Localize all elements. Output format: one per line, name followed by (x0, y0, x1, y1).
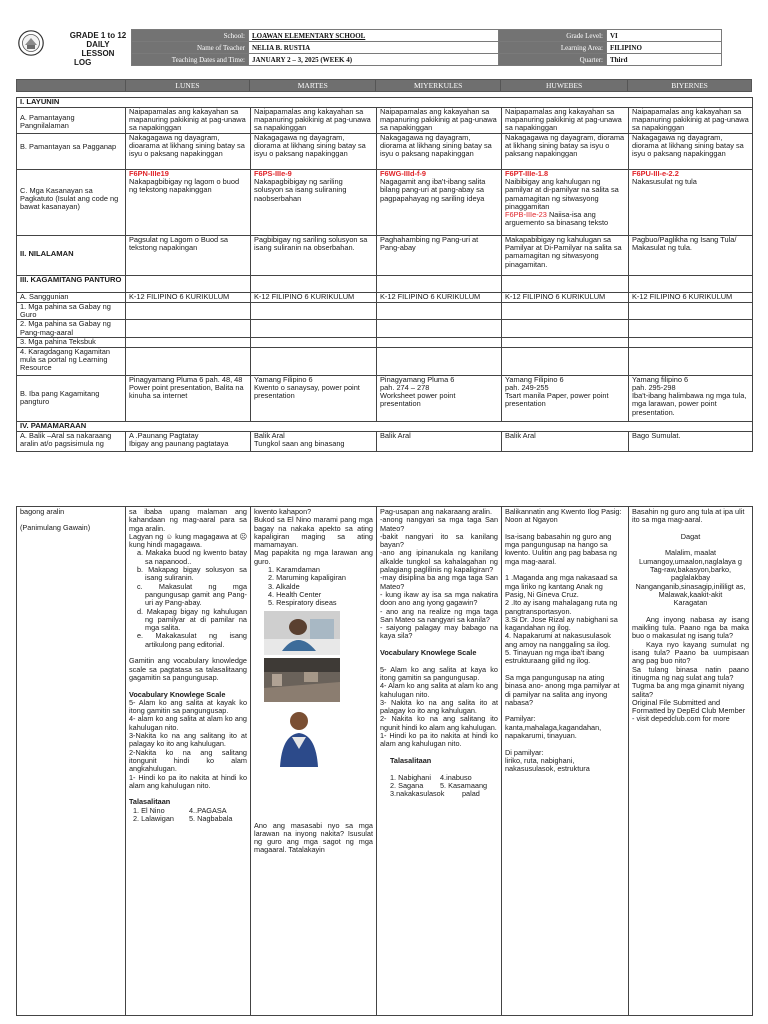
empty-cell (629, 337, 753, 347)
grade-title-line: LOG (74, 58, 92, 67)
row-label-bagong-aralin (17, 507, 126, 1016)
empty-cell (126, 337, 251, 347)
empty-cell (126, 320, 251, 337)
kagamitan-cell: Pinagyamang Pluma 6 pah. 48, 48 Power point presentation, Balita na kinuha sa internet (126, 375, 251, 421)
pangnilalaman-cell: Naipapamalas ang kakayahan sa mapanuring pakikinig at pag-unawa sa napakinggan (629, 108, 753, 134)
pagganap-cell: Nakagagawa ng dayagram, diorama at likhang sining batay sa isyu o paksang napakinggan (629, 134, 753, 170)
talasalitaan-title: Talasalitaan (129, 797, 171, 807)
nilalaman-cell: Paghahambing ng Pang-uri at Pang-abay (377, 236, 502, 276)
flooded-street-photo (264, 658, 340, 702)
learning-area-value: FILIPINO (607, 42, 722, 54)
deped-seal-icon (18, 30, 44, 56)
talasalitaan-row (380, 790, 498, 798)
checklist-item: d. Makapag bigay ng kahulugan ng pamilyar at di pamilar na mga salita. (137, 606, 247, 633)
vks-item: 4- Alam ko ang salita at alam ko ang kahulugan nito. (380, 681, 498, 699)
nilalaman-cell: Pagbibigay ng sariling solusyon sa isang suliranin na obserbahan. (251, 236, 377, 276)
empty-cell (251, 337, 377, 347)
learning-area-label: Learning Area: (499, 42, 607, 54)
nilalaman-cell: Pagbuo/Paglikha ng Isang Tula/ Makasulat ng tula. (629, 236, 753, 276)
talasalitaan-row (129, 815, 247, 823)
empty-cell (377, 347, 502, 375)
grade-title-line: DAILY (86, 40, 110, 49)
row-label-sanggunian: A. Sanggunian (17, 293, 126, 303)
procedure-text: Bukod sa El Nino marami pang mga bagay na nakaka apekto sa ating kapaligiran maging sa ating mamamayan. (254, 515, 373, 550)
procedure-text: -may disiplina ba ang mga taga San Mateo? (380, 573, 498, 591)
picture-list-item: 1. Karamdaman (268, 565, 320, 575)
pangnilalaman-cell: Naipapamalas ang kakayahan sa mapanuring pakikinig at pag-unawa sa napakinggan (502, 108, 629, 134)
day-header-lunes: LUNES (125, 80, 250, 92)
vocab-word: 1. Nabighani (390, 772, 431, 782)
procedure-text: Ang inyong nabasa ay isang maikling tula. Paano nga ba maka buo o makasulat ng isang tula? (632, 614, 749, 641)
day-header-miyerkules: MIYERKULES (376, 80, 501, 92)
procedure-text: - kung ikaw ay isa sa mga nakatira doon ano ang iyong gagawin? (380, 589, 498, 608)
procedure-text: - saiyong palagay may babago na kaya sila? (380, 623, 498, 641)
sanggunian-cell: K-12 FILIPINO 6 KURIKULUM (126, 293, 251, 303)
vks-item: 1- Hindi ko pa ito nakita at hindi ko alam ang kahulugan nito. (129, 772, 247, 790)
mayor-photo (274, 705, 324, 767)
procedure-text: 3.Si Dr. Jose Rizal ay nabighani sa kagandahan ng ilog. (505, 614, 618, 633)
dates-label: Teaching Dates and Time: (132, 54, 249, 66)
picture-list-item: 4. Health Center (268, 589, 322, 599)
empty-cell (377, 337, 502, 347)
sanggunian-cell: K-12 FILIPINO 6 KURIKULUM (629, 293, 753, 303)
day-header-biyernes: BIYERNES (628, 80, 752, 92)
skill-text: Nakapagbibigay ng sariling solusyon sa isang suliraning naobserbahan (254, 177, 347, 203)
empty-cell (126, 347, 251, 375)
checklist-item: e. Makakasulat ng isang artikulong pang editorial. (137, 631, 247, 649)
kagamitan-cell: Yamang Filipino 6 Kwento o sanaysay, power point presentation (251, 375, 377, 421)
procedure-text: Mag papakita ng mga larawan ang guro. (254, 548, 373, 566)
school-value: LOAWAN ELEMENTARY SCHOOL (249, 30, 499, 42)
row-label-gabay-guro: 1. Mga pahina sa Gabay ng Guro (17, 303, 126, 320)
skill-code: F6WG-IIId-f-9 (380, 169, 426, 178)
row-label-kasanayan: C. Mga Kasanayan sa Pagkatuto (Isulat ang code ng bawat kasanayan) (17, 170, 126, 236)
sick-person-photo (264, 611, 340, 655)
checklist-item: b. Makapag bigay solusyon sa isang suliranin. (137, 565, 247, 583)
procedure-text: -anong nangyari sa mga taga San Mateo? (380, 515, 498, 533)
procedure-text: 1 .Maganda ang mga nakasaad sa mga liriko ng kantang Anak ng Pasig, Ni Gineva Cruz. (505, 573, 618, 599)
procedure-text: Lagyan ng ☺ kung magagawa at ☹ kung hindi magagawa. (129, 531, 247, 550)
procedure-table (16, 506, 753, 1016)
row-label-karagdagang-kagamitan: 4. Karagdagang Kagamitan mula sa portal ng Learning Resource (17, 347, 126, 375)
kagamitan-cell: Yamang filipino 6 pah. 295-298 Iba't-ibang halimbawa ng mga tula, mga larawan, power point presentation. (629, 375, 753, 421)
poem-line: Tag-raw,bakasyon,barko, paglalakbay (649, 565, 732, 583)
teacher-label: Name of Teacher (132, 42, 249, 54)
procedure-text: Sa tulang binasa natin paano itinugma ng nag sulat ang tula? (632, 664, 749, 682)
procedure-text: Pamilyar: (505, 714, 536, 724)
vocab-word: 2. Sagana (390, 780, 424, 790)
empty-cell (251, 347, 377, 375)
lesson-table (16, 97, 753, 452)
vocab-word: 4.inabuso (440, 772, 472, 782)
kagamitan-cell: Pinagyamang Pluma 6 pah. 274 – 278 Worksheet power point presentation (377, 375, 502, 421)
vocab-word: 5. Nagbabala (189, 813, 233, 823)
procedure-text: Pag-usapan ang nakaraang aralin. (380, 507, 492, 516)
procedure-text: sa ibaba upang malaman ang kahandaan ng mag-aaral para sa mga aralin. (129, 507, 247, 533)
sanggunian-cell: K-12 FILIPINO 6 KURIKULUM (251, 293, 377, 303)
page-two (0, 500, 768, 1024)
nilalaman-cell: Pagsulat ng Lagom o Buod sa tekstong napakingan (126, 236, 251, 276)
procedure-text: - ano ang na realize ng mga taga San Mateo sa nangyari sa kanila? (380, 606, 498, 624)
procedure-text: Ano ang masasabi nyo sa mga larawan na inyong nakita? Isusulat ng guro ang mga sagot ng mga magaaral. Tatalakayin (254, 820, 373, 855)
vks-title: Vocabulary Knowlege Scale (129, 689, 226, 699)
empty-cell (629, 276, 753, 293)
procedure-text: Gamitin ang vocabulary knowledge scale sa pagtatasa sa talasalitaang gagamitin sa pangungusap. (129, 656, 247, 682)
row-label-pamantayan-sa-pagganap: B. Pamantayan sa Pagganap (17, 134, 126, 170)
vocab-word: palad (462, 789, 480, 799)
row-label-line: bagong aralin (20, 507, 65, 516)
picture-list-item: 2. Maruming kapaligiran (268, 573, 346, 583)
vocab-word: 2. Lalawigan (133, 813, 174, 823)
row-label-gabay-mag-aaral: 2. Mga pahina sa Gabay ng Pang-mag-aaral (17, 320, 126, 337)
biyernes-procedure (629, 507, 753, 1016)
grade-level-label: Grade Level: (499, 30, 607, 42)
vks-item: 2-Nakita ko na ang salitang itongunit hindi ko alam angkahulugan. (129, 747, 247, 774)
vocab-word: 1. El Nino (133, 805, 165, 815)
vocab-word: 5. Kasamaang (440, 780, 488, 790)
procedure-text: Balikannatin ang Kwento Ilog Pasig: Noon at Ngayon (505, 507, 622, 525)
procedure-text: kwento kahapon? (254, 507, 312, 516)
vks-item: 5- Alam ko ang salita at kayak ko itong gamitin sa pangungusap. (129, 697, 247, 716)
skill-code: F6PU-III-e-2.2 (632, 169, 679, 178)
vks-item: 3-Nakita ko na ang salitang ito at palagay ko ito ang kahulugan. (129, 731, 247, 749)
empty-cell (502, 276, 629, 293)
empty-cell (502, 347, 629, 375)
picture-list-item: 3. Alkalde (268, 581, 300, 591)
sanggunian-cell: K-12 FILIPINO 6 KURIKULUM (377, 293, 502, 303)
skill-code: F6PB-IIIe-23 (505, 210, 547, 220)
procedure-text: 4. Napakarumi at nakasusulasok ang amoy na nanggaling sa ilog. (505, 631, 611, 649)
procedure-text: liriko, ruta, nabighani, nakasusulasok, estruktura (505, 755, 590, 774)
miyerkules-procedure (377, 507, 502, 1016)
kasanayan-cell (126, 170, 251, 236)
procedure-text: Basahin ng guro ang tula at ipa ulit ito sa mga mag-aaral. (632, 507, 745, 525)
nilalaman-cell: Makapabibigay ng kahulugan sa Pamilyar at Di-Pamilyar na salita sa pamamagitan ng sitwasyong pinagamitan. (502, 236, 629, 276)
teacher-value: NELIA B. RUSTIA (249, 42, 499, 54)
martes-procedure (251, 507, 377, 1016)
balik-aral-cell: A .Paunang Pagtatay Ibigay ang paunang pagtataya (126, 431, 251, 451)
vks-item: 5- Alam ko ang salita at kaya ko itong gamitin sa pangungusap. (380, 664, 498, 682)
empty-cell (251, 303, 377, 320)
empty-cell (502, 337, 629, 347)
procedure-text: Di pamilyar: (505, 747, 544, 757)
vocab-word: 3.nakakasulasok (390, 789, 445, 799)
poem-line: Malalim, maalat (664, 548, 717, 558)
pagganap-cell: Nakagagawa ng dayagram, diorama at likhang sining batay sa isyu o paksang napakinggan (502, 134, 629, 170)
grade-title-line: GRADE 1 to 12 (69, 31, 127, 40)
pangnilalaman-cell: Naipapamalas ang kakayahan sa mapanuring pakikinig at pag-unawa sa napakinggan (251, 108, 377, 134)
checklist-item: a. Makaka buod ng kwento batay sa napanood.. (137, 548, 247, 566)
row-label-line: (Panimulang Gawain) (20, 523, 91, 533)
checklist-item: c. Makasulat ng mga pangungusap gamit ang Pang-uri ay Pang-abay. (137, 581, 247, 608)
school-label: School: (132, 30, 249, 42)
kasanayan-cell (502, 170, 629, 236)
empty-cell (377, 303, 502, 320)
poem-title: Dagat (680, 531, 701, 541)
kagamitan-cell: Yamang Filipino 6 pah. 249-255 Tsart manila Paper, power point presentation (502, 375, 629, 421)
empty-cell (629, 320, 753, 337)
empty-cell (126, 276, 251, 293)
poem-line: Malawak,kaakit-akit (658, 589, 723, 599)
vks-item: 2- Nakita ko na ang salitang ito ngunit hindi ko alam ang kahulugan. (380, 714, 498, 732)
skill-text: Nakapagbibigay ng lagom o buod ng tekstong napakinggan (129, 177, 240, 195)
row-label-pamantayang-pangnilalaman: A. Pamantayang Pangnilalaman (17, 108, 126, 134)
grade-level-value: VI (607, 30, 722, 42)
vocab-word: 4..PAGASA (189, 805, 227, 815)
vks-item: 3- Nakita ko na ang salita ito at palagay ko ito ang kahulugan. (380, 697, 498, 716)
skill-text: Naibibigay ang kahulugan ng pamilyar at di-pamilyar na salita sa pamamagitan ng sitwasyong pinaggamitan (505, 177, 619, 211)
procedure-text: 5. Tinayuan ng mga iba't ibang estrukturaang gilid ng ilog. (505, 648, 605, 666)
empty-cell (502, 303, 629, 320)
procedure-text: Kaya nyo kayang sumulat ng isang tula? Paano ba uumpisaan ang pag buo nito? (632, 639, 749, 666)
kasanayan-cell (629, 170, 753, 236)
procedure-text: kanta,mahalaga,kagandahan, napakarumi, tinayuan. (505, 722, 602, 741)
poem-line: Lumangoy,umaalon,naglalaya g (639, 556, 742, 566)
pagganap-cell: Nakagagawa ng dayagram, diorama at likhang sining batay sa isyu o paksang napakinggan (377, 134, 502, 170)
day-header-blank (17, 80, 126, 92)
vks-title: Vocabulary Knowlege Scale (380, 648, 477, 658)
section-pamamaraan: IV. PAMAMARAAN (17, 421, 753, 431)
grade-title-line: LESSON (81, 49, 115, 58)
balik-aral-cell: Balik Aral (377, 431, 502, 451)
empty-cell (251, 276, 377, 293)
lunes-procedure (126, 507, 251, 1016)
day-header-huwebes: HUWEBES (501, 80, 628, 92)
section-layunin: I. LAYUNIN (17, 98, 753, 108)
poem-line: Nanganganib,sinasagip,inililigt as, (635, 581, 746, 591)
huwebes-procedure (502, 507, 629, 1016)
pagganap-cell: Nakagagawa ng dayagram, diorama at likhang sining batay sa isyu o paksang napakinggan (251, 134, 377, 170)
row-label-iba-pang-kagamitan: B. Iba pang Kagamitang pangturo (17, 375, 126, 421)
empty-cell (126, 303, 251, 320)
section-nilalaman: II. NILALAMAN (17, 236, 126, 276)
footer-note: Original File Submitted and Formatted by DepEd Club Member - visit depedclub.com for more (632, 697, 746, 724)
day-header-martes: MARTES (250, 80, 376, 92)
skill-text: Nakasusulat ng tula (632, 177, 697, 187)
day-header-row (16, 79, 752, 92)
skill-code: F6PT-IIIe-1.8 (505, 169, 549, 178)
section-kagamitang-panturo: III. KAGAMITANG PANTURO (17, 276, 126, 293)
procedure-text: Tugma ba ang mga ginamit niyang salita? (632, 681, 745, 699)
balik-aral-cell: Bago Sumulat. (629, 431, 753, 451)
procedure-text: Sa mga pangungusap na ating binasa ano- anong mga pamilyar at di pamilyar na salita ang inyong nabasa? (505, 672, 620, 707)
skill-code: F6PN-IIIe19 (129, 169, 169, 178)
vks-item: 1- Hindi ko pa ito nakita at hindi ko alam ang kahulugan nito. (380, 731, 498, 749)
picture-list-item: 5. Respiratory diseas (268, 598, 337, 608)
empty-cell (377, 320, 502, 337)
quarter-value: Third (607, 54, 722, 66)
procedure-spacer (254, 770, 373, 822)
pangnilalaman-cell: Naipapamalas ang kakayahan sa mapanuring pakikinig at pag-unawa sa napakinggan (126, 108, 251, 134)
sanggunian-cell: K-12 FILIPINO 6 KURIKULUM (502, 293, 629, 303)
dates-value: JANUARY 2 – 3, 2025 (WEEK 4) (249, 54, 499, 66)
procedure-text: 2 .Ito ay isang mahalagang ruta ng pangtransportasyon. (505, 598, 618, 616)
empty-cell (629, 303, 753, 320)
pagganap-cell: Nakagagawa ng dayagram, dioarama at likhang sining batay sa isyu o paksang napakinggan (126, 134, 251, 170)
row-label-teksbuk: 3. Mga pahina Teksbuk (17, 337, 126, 347)
skill-code: F6PS-IIIe-9 (254, 169, 292, 178)
procedure-text: -ano ang ipinanukala ng kanilang alkalde tungkol sa kahalagahan ng palagiang paglilinis ng kapaligiran? (380, 548, 498, 575)
quarter-label: Quarter: (499, 54, 607, 66)
talasalitaan-title: Talasalitaan (390, 755, 432, 765)
balik-aral-cell: Balik Aral Tungkol saan ang binasang (251, 431, 377, 451)
skill-text: Naiisa-isa ang arguemento sa binasang teksto (505, 210, 609, 228)
kasanayan-cell (251, 170, 377, 236)
pangnilalaman-cell: Naipapamalas ang kakayahan sa mapanuring pakikinig at pag-unawa sa napakinggan (377, 108, 502, 134)
empty-cell (251, 320, 377, 337)
procedure-text: -bakit nangyari ito sa kanilang bayan? (380, 531, 498, 550)
poem-line: Karagatan (673, 598, 708, 608)
header-table (131, 29, 722, 66)
page-one (0, 0, 768, 470)
empty-cell (377, 276, 502, 293)
procedure-text: Isa-isang babasahin ng guro ang mga pangungusap na hango sa kwento. Uulitin ang pag babasa ng mga mag-aaral. (505, 531, 617, 566)
balik-aral-cell: Balik Aral (502, 431, 629, 451)
row-label-balik-aral: A. Balik –Aral sa nakaraang aralin at/o pagsisimula ng (17, 431, 126, 451)
skill-text: Nagagamit ang iba't-ibang salita bilang pang-uri at pang-abay sa pagpapahayag ng sariling ideya (380, 177, 486, 203)
empty-cell (629, 347, 753, 375)
vks-item: 4- alam ko ang salita at alam ko ang kahulugan nito. (129, 714, 247, 732)
empty-cell (502, 320, 629, 337)
kasanayan-cell (377, 170, 502, 236)
